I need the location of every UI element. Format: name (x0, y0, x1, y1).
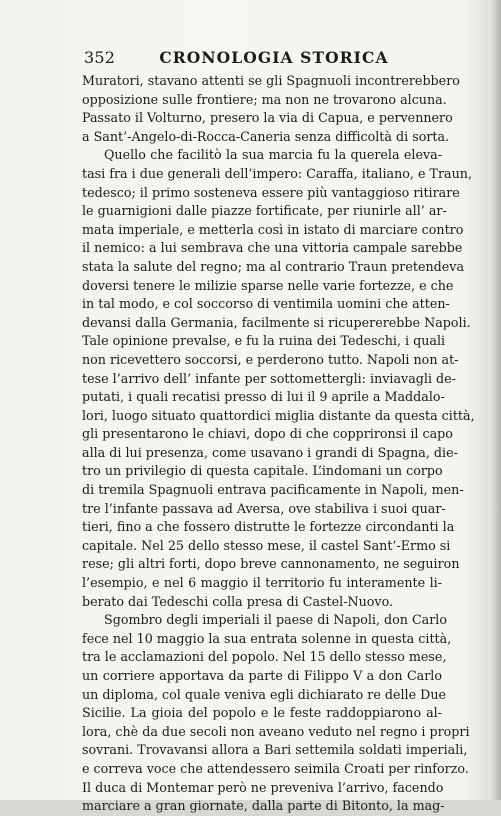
text-line: tra le acclamazioni del popolo. Nel 15 dello stesso mese, (82, 649, 447, 665)
text-line: il nemico: a lui sembrava che una vittoria campale sarebbe (82, 240, 463, 256)
text-line: l’esempio, e nel 6 maggio il territorio fu interamente li- (82, 575, 442, 591)
running-head: CRONOLOGIA STORICA (159, 48, 389, 67)
text-line: tro un privilegio di questa capitale. L’indomani un corpo (82, 463, 443, 479)
text-line: putati, i quali recatisi presso di lui il 9 aprile a Maddalo- (82, 389, 445, 405)
text-line: in tal modo, e col soccorso di ventimila uomini che atten- (82, 296, 450, 312)
text-line: tese l’arrivo dell’ infante per sottomettergli: inviavagli de- (82, 370, 456, 386)
text-line: stata la salute del regno; ma al contrario Traun pretendeva (82, 258, 465, 274)
text-line: tedesco; il primo sosteneva essere più vantaggioso ritirare (82, 184, 460, 200)
text-line: le guarnigioni dalle piazze fortificate, per riunirle all’ ar- (82, 203, 447, 219)
text-line: opposizione sulle frontiere; ma non ne trovarono alcuna. (82, 91, 447, 107)
text-line: rese; gli altri forti, dopo breve cannonamento, ne seguiron (82, 556, 460, 572)
text-line: tasi fra i due generali dell’impero: Caraffa, italiano, e Traun, (82, 165, 472, 181)
text-line: Sgombro degli imperiali il paese di Napoli, don Carlo (104, 612, 448, 628)
text-line: non ricevettero soccorsi, e perderono tutto. Napoli non at- (82, 351, 459, 367)
text-line: un diploma, col quale veniva egli dichiarato re delle Due (82, 686, 446, 702)
text-line: fece nel 10 maggio la sua entrata solenne in questa città, (82, 630, 452, 646)
text-line: gli presentarono le chiavi, dopo di che copprironsi il capo (82, 426, 453, 442)
text-line: un corriere apportava da parte di Filippo V a don Carlo (82, 668, 442, 683)
text-line: sovrani. Trovavansi allora a Bari settemila soldati imperiali, (82, 742, 468, 758)
page-edge-shadow (491, 0, 501, 800)
text-line: Quello che facilitò la sua marcia fu la querela eleva- (104, 147, 442, 163)
text-line: marciare a gran giornate, dalla parte di Bitonto, la mag- (82, 798, 445, 814)
text-line: Passato il Volturno, presero la via di Capua, e pervennero (82, 110, 453, 126)
text-line: capitale. Nel 25 dello stesso mese, il castel Sant’-Ermo si (82, 537, 451, 553)
text-line: e correva voce che attendessero seimila Croati per rinforzo. (82, 760, 469, 776)
text-line: lora, chè da due secoli non aveano veduto nel regno i propri (82, 723, 470, 739)
text-line: Muratori, stavano attenti se gli Spagnuoli incontrerebbero (82, 73, 460, 88)
text-line: doversi tenere le milizie sparse nelle varie fortezze, e che (82, 277, 454, 293)
text-line: Il duca di Montemar però ne preveniva l’arrivo, facendo (82, 779, 444, 795)
text-line: devansi dalla Germania, facilmente si ricupererebbe Napoli. (82, 314, 471, 330)
text-line: alla di lui presenza, come usavano i grandi di Spagna, die- (82, 444, 458, 460)
body-text (82, 72, 475, 816)
text-line: Tale opinione prevalse, e fu la ruina dei Tedeschi, i quali (82, 333, 446, 349)
text-line: mata imperiale, e metterla così in istato di marciare contro (82, 221, 464, 237)
text-line: a Sant’-Angelo-di-Rocca-Caneria senza difficoltà di sorta. (82, 128, 450, 144)
text-line: di tremila Spagnuoli entrava pacificamente in Napoli, men- (82, 482, 464, 498)
text-line: tieri, fino a che fossero distrutte le fortezze circondanti la (82, 519, 455, 535)
text-line: tre l’infante passava ad Aversa, ove stabiliva i suoi quar- (82, 500, 446, 516)
text-line: berato dai Tedeschi colla presa di Castel-Nuovo. (82, 593, 394, 609)
text-line: lori, luogo situato quattordici miglia distante da questa città, (82, 407, 475, 423)
page-header (84, 47, 441, 69)
text-line: Sicilie. La gioia del popolo e le feste raddoppiarono al- (82, 705, 442, 721)
page-number: 352 (84, 48, 116, 67)
